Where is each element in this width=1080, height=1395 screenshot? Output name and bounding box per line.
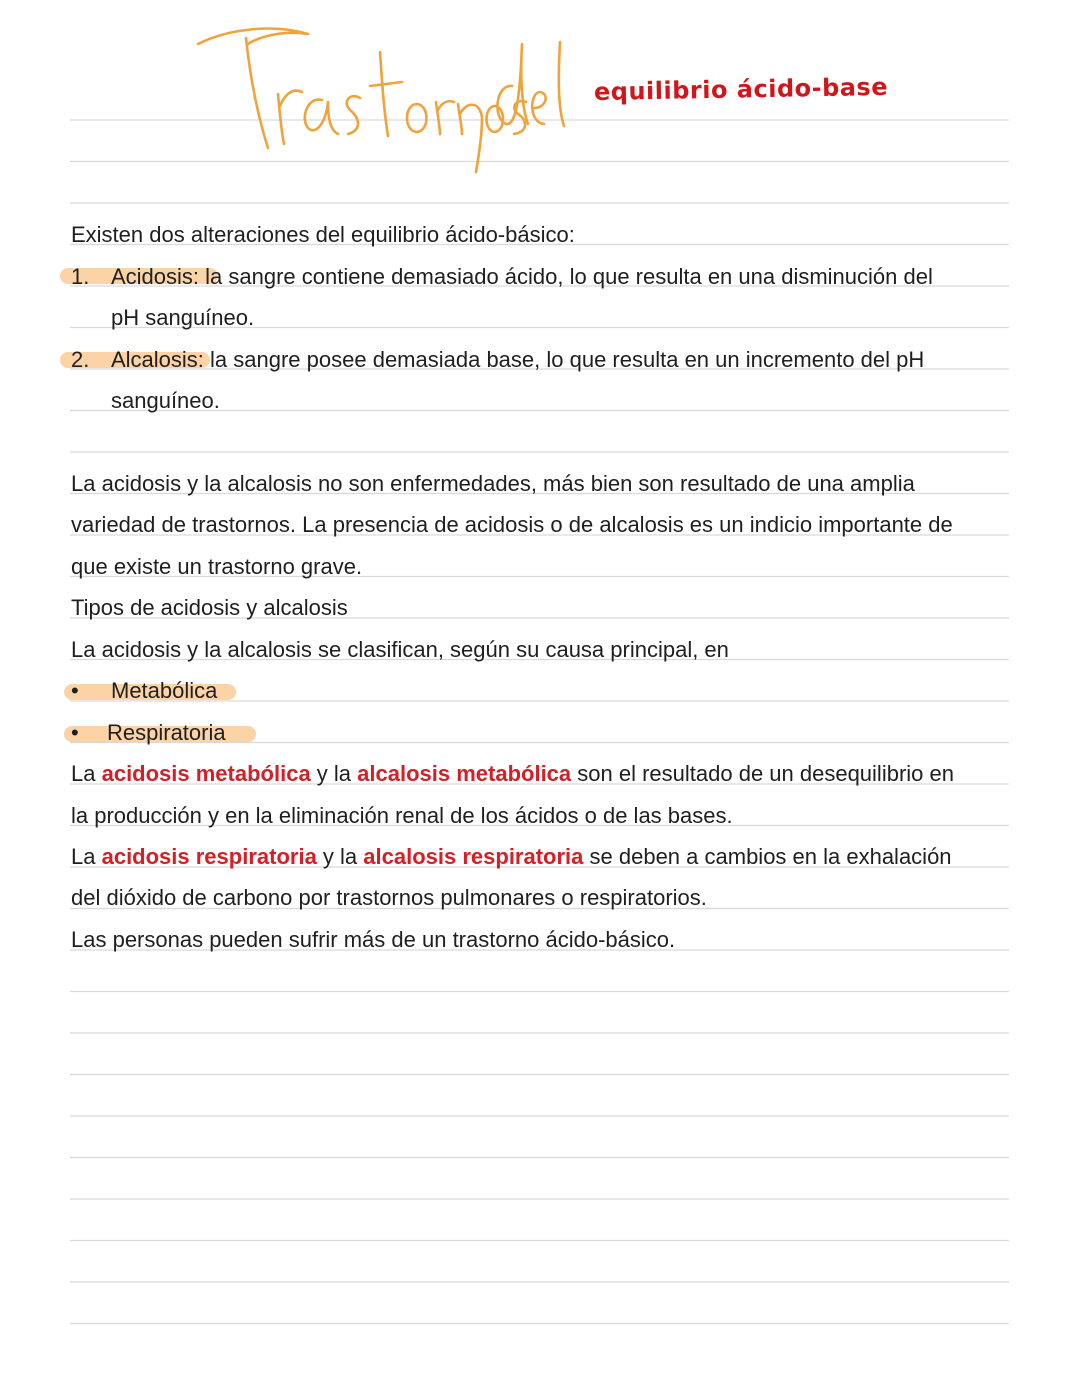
paragraph-line: La acidosis y la alcalosis no son enfermedades, más bien son resultado de una amplia (71, 471, 915, 496)
text-segment: son el resultado de un desequilibrio en (571, 761, 954, 786)
metabolic-paragraph (71, 761, 954, 787)
text-segment: se deben a cambios en la exhalación (583, 844, 952, 869)
list-item-acidosis-cont: pH sanguíneo. (111, 305, 255, 330)
closing-text: Las personas pueden sufrir más de un trastorno ácido-básico. (71, 927, 676, 952)
list-item-alcalosis-cont: sanguíneo. (111, 388, 220, 413)
paragraph-line: que existe un trastorno grave. (71, 554, 363, 579)
list-text: la sangre contiene demasiado ácido, lo que resulta en una disminución del (199, 264, 933, 289)
list-number: 1. (71, 264, 90, 289)
bullet-label: Metabólica (111, 678, 218, 703)
bullet-icon: • (71, 720, 79, 745)
keyword-acidosis-metabolica: acidosis metabólica (101, 761, 311, 786)
handwritten-title-del (488, 38, 568, 138)
list-number: 2. (71, 347, 90, 372)
list-term: Alcalosis: (111, 347, 204, 372)
metabolic-paragraph-cont: la producción y en la eliminación renal de los ácidos o de las bases. (71, 803, 733, 828)
respiratory-paragraph-cont: del dióxido de carbono por trastornos pulmonares o respiratorios. (71, 885, 707, 910)
text-segment: La (71, 844, 102, 869)
types-heading: Tipos de acidosis y alcalosis (71, 595, 348, 620)
bullet-icon: • (71, 678, 79, 703)
respiratory-paragraph (71, 844, 952, 870)
bullet-item-metabolica (71, 678, 217, 704)
intro-text: Existen dos alteraciones del equilibrio ácido-básico: (71, 222, 575, 247)
list-term: Acidosis: (111, 264, 200, 289)
classify-text: La acidosis y la alcalosis se clasifican, según su causa principal, en (71, 637, 729, 662)
title-subtitle: equilibrio ácido-base (593, 72, 889, 106)
bullet-item-respiratoria (71, 720, 226, 746)
text-segment: y la (316, 844, 364, 869)
paragraph-line: variedad de trastornos. La presencia de acidosis o de alcalosis es un indicio importante de (71, 512, 953, 537)
keyword-alcalosis-respiratoria: alcalosis respiratoria (363, 844, 584, 869)
keyword-acidosis-respiratoria: acidosis respiratoria (101, 844, 317, 869)
bullet-label: Respiratoria (107, 720, 226, 745)
text-segment: y la (310, 761, 358, 786)
list-item-alcalosis (71, 347, 924, 373)
list-item-acidosis (71, 264, 933, 290)
text-segment: La (71, 761, 102, 786)
list-text: la sangre posee demasiada base, lo que resulta en un incremento del pH (203, 347, 925, 372)
keyword-alcalosis-metabolica: alcalosis metabólica (357, 761, 572, 786)
